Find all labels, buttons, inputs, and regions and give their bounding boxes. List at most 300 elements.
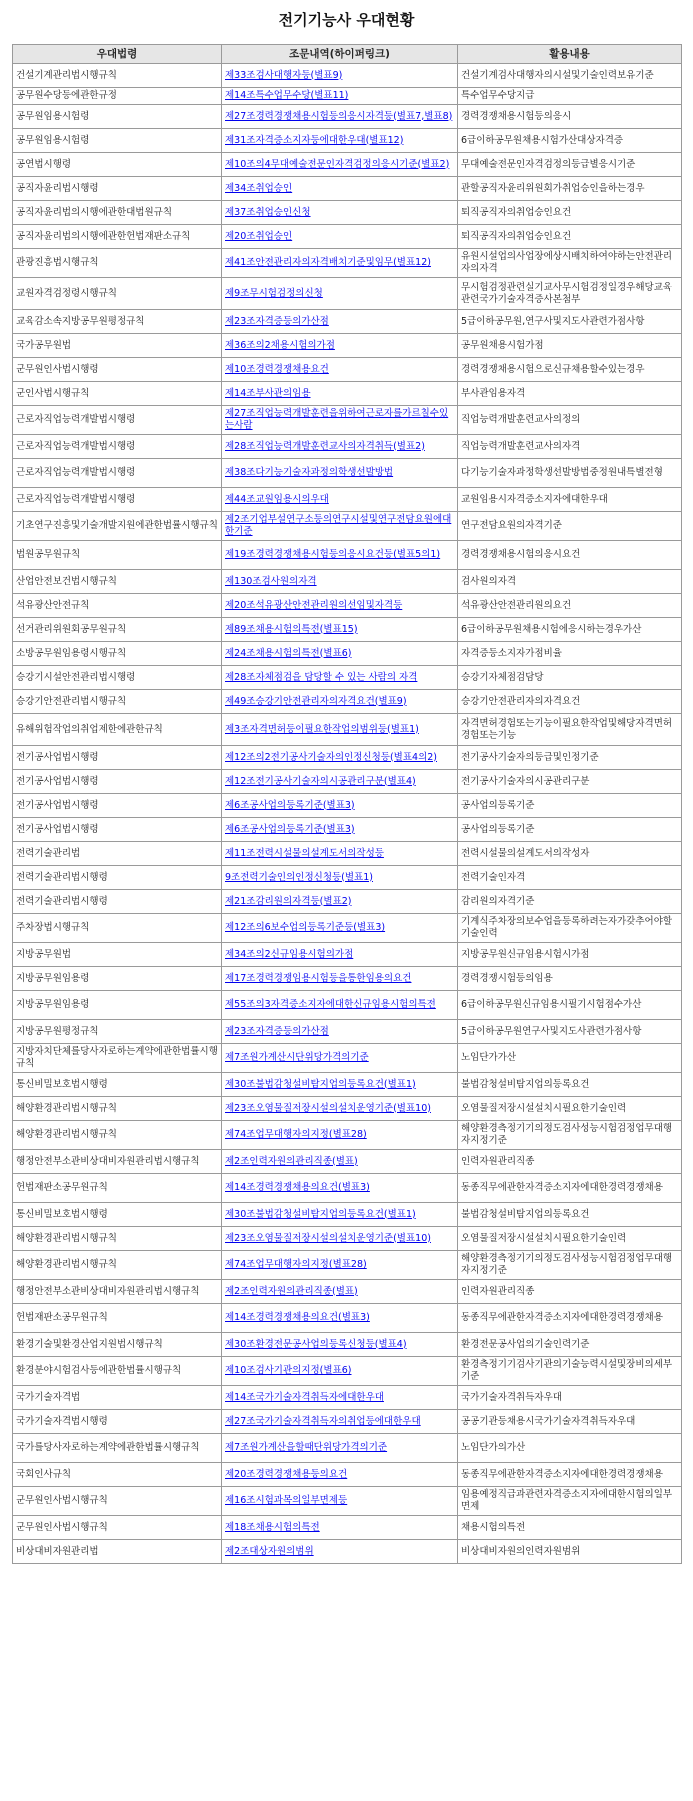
article-cell [222,129,458,153]
article-cell [222,105,458,129]
article-cell [222,1174,458,1203]
law-cell: 전기공사업법시행령 [13,818,222,842]
law-cell: 군무원인사법시행규칙 [13,1487,222,1516]
law-cell: 산업안전보건법시행규칙 [13,570,222,594]
use-cell: 환경측정기기검사기관의기술능력시설및장비의세부기준 [458,1357,682,1386]
law-cell: 근로자직업능력개발법시행령 [13,435,222,459]
use-cell: 석유광산안전관리원의요건 [458,594,682,618]
use-cell: 퇴직공직자의취업승인요건 [458,201,682,225]
use-cell: 공사업의등록기준 [458,794,682,818]
article-link[interactable]: 제31조자격증소지자등에대한우대(별표12) [225,134,404,146]
law-cell: 지방공무원임용령 [13,991,222,1020]
table-row [13,278,682,310]
law-cell: 공무원임용시험령 [13,105,222,129]
article-link[interactable]: 제18조채용시험의특전 [225,1521,320,1533]
article-link[interactable]: 제9조무시험검정의신청 [225,287,323,299]
article-link[interactable]: 제2조대상자원의범위 [225,1545,314,1557]
law-cell: 전기공사업법시행령 [13,770,222,794]
law-cell: 헌법재판소공무원규칙 [13,1304,222,1333]
article-link[interactable]: 제27조국가기술자격취득자의취업등에대한우대 [225,1415,421,1427]
article-link[interactable]: 제19조경력경쟁채용시험등의응시요건등(별표5의1) [225,549,441,560]
article-link[interactable]: 제23조자격증등의가산점 [225,1025,329,1037]
law-cell: 국가공무원법 [13,334,222,358]
use-cell: 검사원의자격 [458,570,682,594]
table-row [13,88,682,105]
table-row [13,249,682,278]
article-cell [222,334,458,358]
table-row [13,842,682,866]
use-cell: 전력시설물의설계도서의작성자 [458,842,682,866]
table-row [13,1203,682,1227]
table-row [13,382,682,406]
law-cell: 통신비밀보호법시행령 [13,1203,222,1227]
use-cell: 전기공사기술자의등급및인정기준 [458,746,682,770]
law-cell: 법원공무원규칙 [13,541,222,570]
article-cell [222,153,458,177]
table-row [13,1434,682,1463]
article-cell [222,1121,458,1150]
article-cell [222,1280,458,1304]
law-cell: 근로자직업능력개발법시행령 [13,406,222,435]
article-link[interactable]: 제20조석유광산안전관리원의선임및자격등 [225,599,403,611]
table-header-row [13,45,682,64]
article-link[interactable]: 제74조업무대행자의지정(별표28) [225,1129,367,1140]
law-cell: 해양환경관리법시행규칙 [13,1251,222,1280]
article-cell [222,770,458,794]
table-row [13,541,682,570]
article-link[interactable]: 제21조감리원의자격등(별표2) [225,895,352,907]
law-cell: 전기공사업법시행령 [13,746,222,770]
use-cell: 무대예술전문인자격검정의등급별응시기준 [458,153,682,177]
table-row [13,618,682,642]
article-cell [222,1516,458,1540]
law-cell: 공무원임용시험령 [13,129,222,153]
law-cell: 유해위험작업의취업제한에관한규칙 [13,714,222,746]
article-cell [222,1357,458,1386]
article-cell [222,866,458,890]
table-row [13,334,682,358]
article-cell [222,459,458,488]
table-row [13,991,682,1020]
article-link[interactable]: 제17조경력경쟁임용시험등을통한임용의요건 [225,972,412,984]
article-link[interactable]: 제41조안전관리자의자격배치기준및임무(별표12) [225,257,431,268]
use-cell: 오염물질저장시설설치시필요한기술인력 [458,1097,682,1121]
preference-table [12,44,682,1564]
use-cell: 자격면허경험또는기능이필요한작업및해당자격면허경험또는기능 [458,714,682,746]
article-cell [222,512,458,541]
table-row [13,1227,682,1251]
table-row [13,866,682,890]
use-cell: 비상대비자원의인력자원범위 [458,1540,682,1564]
header-use: 활용내용 [458,45,682,64]
use-cell: 경력경쟁시험등의임용 [458,967,682,991]
article-link[interactable]: 제3조자격면허등이필요한작업의범위등(별표1) [225,723,419,735]
article-link[interactable]: 제37조취업승인신청 [225,206,311,218]
use-cell: 오염물질저장시설설치시필요한기술인력 [458,1227,682,1251]
article-cell [222,406,458,435]
use-cell: 불법감청설비탐지업의등록요건 [458,1203,682,1227]
article-cell [222,943,458,967]
article-link[interactable]: 제16조시험과목의일부면제등 [225,1495,348,1506]
use-cell: 6급이하공무원채용시험에응시하는경우가산 [458,618,682,642]
table-row [13,594,682,618]
article-cell [222,1333,458,1357]
table-row [13,64,682,88]
header-article: 조문내역(하이퍼링크) [222,45,458,64]
law-cell: 공직자윤리법시행령 [13,177,222,201]
table-row [13,1333,682,1357]
law-cell: 관광진흥법시행규칙 [13,249,222,278]
article-cell [222,842,458,866]
article-link[interactable]: 제2조인력자원의관리직종(별표) [225,1285,358,1297]
article-cell [222,1304,458,1333]
article-cell [222,714,458,746]
article-cell [222,1020,458,1044]
use-cell: 인력자원관리직종 [458,1150,682,1174]
use-cell: 경력경쟁채용시험으로신규채용할수있는경우 [458,358,682,382]
article-link[interactable]: 제89조채용시험의특전(별표15) [225,623,358,635]
law-cell: 환경기술및환경산업지원법시행규칙 [13,1333,222,1357]
law-cell: 공직자윤리법의시행에관한대법원규칙 [13,201,222,225]
table-row [13,358,682,382]
use-cell: 다기능기술자과정학생선발방법중정원내특별전형 [458,459,682,488]
use-cell: 퇴직공직자의취업승인요건 [458,225,682,249]
article-link[interactable]: 제7조원가계산을할때단위당가격의기준 [225,1442,388,1453]
table-row [13,890,682,914]
law-cell: 행정안전부소관비상대비자원관리법시행규칙 [13,1280,222,1304]
article-cell [222,618,458,642]
article-link[interactable]: 제49조승강기안전관리자의자격요건(별표9) [225,695,407,707]
law-cell: 지방공무원법 [13,943,222,967]
use-cell: 직업능력개발훈련교사의자격 [458,435,682,459]
law-cell: 전력기술관리법시행령 [13,866,222,890]
article-cell [222,435,458,459]
table-row [13,746,682,770]
article-link[interactable]: 제74조업무대행자의지정(별표28) [225,1259,367,1270]
article-link[interactable]: 제44조교원임용시의우대 [225,493,329,505]
law-cell: 승강기시설안전관리법시행령 [13,666,222,690]
article-link[interactable]: 제12조의2전기공사기술자의인정신청등(별표4의2) [225,751,437,763]
article-link[interactable]: 제33조검사대행자등(별표9) [225,69,343,81]
use-cell: 해양환경측정기기의정도검사성능시험검정업무대행자지정기준 [458,1121,682,1150]
article-link[interactable]: 9조전력기술인의인정신청등(별표1) [225,871,373,883]
table-row [13,690,682,714]
page-title: 전기기능사 우대현황 [278,11,415,29]
article-cell [222,690,458,714]
article-cell [222,642,458,666]
article-cell [222,746,458,770]
law-cell: 소방공무원임용령시행규칙 [13,642,222,666]
use-cell: 연구전담요원의자격기준 [458,512,682,541]
article-cell [222,1386,458,1410]
article-link[interactable]: 제10조의4무대예술전문인자격검정의응시기준(별표2) [225,158,450,170]
use-cell: 노임단가가산 [458,1044,682,1073]
article-link[interactable]: 제7조원가계산시단위당가격의기준 [225,1052,369,1063]
law-cell: 지방공무원평정규칙 [13,1020,222,1044]
article-cell [222,1044,458,1073]
use-cell: 경력경쟁채용시험의응시요건 [458,541,682,570]
table-row [13,1073,682,1097]
article-link[interactable]: 제34조의2신규임용시험의가점 [225,948,354,960]
table-row [13,225,682,249]
table-row [13,1410,682,1434]
use-cell: 감리원의자격기준 [458,890,682,914]
table-row [13,1280,682,1304]
article-cell [222,88,458,105]
article-link[interactable]: 제28조자체점검을 담당할 수 있는 사람의 자격 [225,671,418,683]
law-cell: 환경분야시험검사등에관한법률시행규칙 [13,1357,222,1386]
article-cell [222,488,458,512]
article-cell [222,967,458,991]
table-row [13,794,682,818]
article-cell [222,1540,458,1564]
article-link[interactable]: 제12조의6보수업의등록기준등(별표3) [225,922,386,933]
law-cell: 근로자직업능력개발법시행령 [13,488,222,512]
use-cell: 직업능력개발훈련교사의정의 [458,406,682,435]
use-cell: 5급이하공무원연구사및지도사관련가점사항 [458,1020,682,1044]
use-cell: 승강기자체점검담당 [458,666,682,690]
use-cell: 전기공사기술자의시공관리구분 [458,770,682,794]
law-cell: 공직자윤리법의시행에관한헌법재판소규칙 [13,225,222,249]
table-row [13,1357,682,1386]
article-cell [222,278,458,310]
table-row [13,488,682,512]
use-cell: 채용시험의특전 [458,1516,682,1540]
table-row [13,406,682,435]
law-cell: 군인사법시행규칙 [13,382,222,406]
table-row [13,1150,682,1174]
use-cell: 부사관임용자격 [458,382,682,406]
use-cell: 전력기술인자격 [458,866,682,890]
article-link[interactable]: 제2조인력자원의관리직종(별표) [225,1155,358,1167]
article-link[interactable]: 제14조국가기술자격취득자에대한우대 [225,1391,384,1403]
table-row [13,818,682,842]
table-row [13,459,682,488]
article-cell [222,914,458,943]
article-link[interactable]: 제23조자격증등의가산점 [225,315,329,327]
article-link[interactable]: 제6조공사업의등록기준(별표3) [225,799,355,811]
table-row [13,153,682,177]
use-cell: 국가기술자격취득자우대 [458,1386,682,1410]
article-link[interactable]: 제28조직업능력개발훈련교사의자격취득(별표2) [225,440,425,452]
law-cell: 교육감소속지방공무원평정규칙 [13,310,222,334]
use-cell: 불법감청설비탐지업의등록요건 [458,1073,682,1097]
article-cell [222,594,458,618]
article-cell [222,541,458,570]
table-row [13,201,682,225]
table-row [13,1097,682,1121]
law-cell: 행정안전부소관비상대비자원관리법시행규칙 [13,1150,222,1174]
article-cell [222,177,458,201]
use-cell: 무시험검정관련실기교사무시험검정일경우해당교육관련국가기술자격증사본첨부 [458,278,682,310]
use-cell: 공사업의등록기준 [458,818,682,842]
table-row [13,570,682,594]
law-cell: 지방공무원임용령 [13,967,222,991]
table-body [13,64,682,1564]
use-cell: 승강기안전관리자의자격요건 [458,690,682,714]
law-cell: 해양환경관리법시행규칙 [13,1097,222,1121]
law-cell: 통신비밀보호법시행령 [13,1073,222,1097]
table-row [13,714,682,746]
use-cell: 공공기관등채용시국가기술자격취득자우대 [458,1410,682,1434]
use-cell: 6급이하공무원신규임용시필기시험점수가산 [458,991,682,1020]
article-cell [222,570,458,594]
article-link[interactable]: 제130조검사원의자격 [225,575,317,587]
article-link[interactable]: 제30조환경전문공사업의등록신청등(별표4) [225,1338,407,1350]
use-cell: 6급이하공무원채용시험가산대상자격증 [458,129,682,153]
use-cell: 지방공무원신규임용시험시가점 [458,943,682,967]
table-row [13,177,682,201]
law-cell: 건설기계관리법시행규칙 [13,64,222,88]
law-cell: 군무원인사법시행령 [13,358,222,382]
law-cell: 국가기술자격법시행령 [13,1410,222,1434]
law-cell: 헌법재판소공무원규칙 [13,1174,222,1203]
article-cell [222,666,458,690]
use-cell: 환경전문공사업의기술인력기준 [458,1333,682,1357]
article-link[interactable]: 제14조부사관의임용 [225,387,311,399]
article-link[interactable]: 제14조특수업무수당(별표11) [225,90,349,101]
table-row [13,666,682,690]
law-cell: 석유광산안전규칙 [13,594,222,618]
article-link[interactable]: 제10조경력경쟁채용요건 [225,363,329,375]
law-cell: 국가를당사자로하는계약에관한법률시행규칙 [13,1434,222,1463]
table-row [13,435,682,459]
law-cell: 군무원인사법시행규칙 [13,1516,222,1540]
article-link[interactable]: 제20조경력경쟁채용등의요건 [225,1468,348,1480]
law-cell: 공연법시행령 [13,153,222,177]
law-cell: 해양환경관리법시행규칙 [13,1121,222,1150]
article-link[interactable]: 제6조공사업의등록기준(별표3) [225,823,355,835]
article-link[interactable]: 제23조오염물질저장시설의설치운영기준(별표10) [225,1232,431,1244]
article-cell [222,64,458,88]
article-cell [222,310,458,334]
article-cell [222,1227,458,1251]
law-cell: 근로자직업능력개발법시행령 [13,459,222,488]
table-row [13,1304,682,1333]
use-cell: 경력경쟁채용시험등의응시 [458,105,682,129]
table-row [13,1174,682,1203]
use-cell: 동종직무에관한자격증소지자에대한경력경쟁채용 [458,1463,682,1487]
use-cell: 교원임용시자격증소지자에대한우대 [458,488,682,512]
article-link[interactable]: 제30조불법감청설비탐지업의등록요건(별표1) [225,1078,416,1090]
article-link[interactable]: 제27조경력경쟁채용시험등의응시자격등(별표7,별표8) [225,110,453,122]
article-link[interactable]: 제30조불법감청설비탐지업의등록요건(별표1) [225,1208,416,1220]
law-cell: 지방자치단체를당사자로하는계약에관한법률시행규칙 [13,1044,222,1073]
table-row [13,943,682,967]
article-link[interactable]: 제10조검사기관의지정(별표6) [225,1365,352,1376]
law-cell: 선거관리위원회공무원규칙 [13,618,222,642]
table-row [13,1020,682,1044]
law-cell: 전력기술관리법시행령 [13,890,222,914]
article-link[interactable]: 제2조기업부설연구소등의연구시설및연구전담요원에대한기준 [225,514,452,537]
use-cell: 임용예정직급과관련자격증소지자에대한시험의일부면제 [458,1487,682,1516]
table-row [13,1463,682,1487]
article-link[interactable]: 제23조오염물질저장시설의설치운영기준(별표10) [225,1102,431,1114]
use-cell: 해양환경측정기기의정도검사성능시험검정업무대행자지정기준 [458,1251,682,1280]
article-cell [222,201,458,225]
article-cell [222,1410,458,1434]
use-cell: 기계식주차장의보수업을등록하려는자가갖추어야할기술인력 [458,914,682,943]
header-law: 우대법령 [13,45,222,64]
law-cell: 전력기술관리법 [13,842,222,866]
article-link[interactable]: 제36조의2채용시험의가점 [225,339,335,351]
article-cell [222,1487,458,1516]
table-row [13,770,682,794]
use-cell: 특수업무수당지급 [458,88,682,105]
article-cell [222,358,458,382]
use-cell: 5급이하공무원,연구사및지도사관련가점사항 [458,310,682,334]
table-row [13,1251,682,1280]
article-cell [222,225,458,249]
article-cell [222,1073,458,1097]
table-row [13,512,682,541]
use-cell: 건설기계검사대행자의시설및기술인력보유기준 [458,64,682,88]
law-cell: 교원자격검정령시행규칙 [13,278,222,310]
use-cell: 동종직무에관한자격증소지자에대한경력경쟁채용 [458,1174,682,1203]
law-cell: 기초연구진흥및기술개발지원에관한법률시행규칙 [13,512,222,541]
article-link[interactable]: 제11조전력시설물의설계도서의작성등 [225,847,384,859]
law-cell: 공무원수당등에관한규정 [13,88,222,105]
table-row [13,1386,682,1410]
article-cell [222,818,458,842]
article-link[interactable]: 제55조의3자격증소지자에대한신규임용시험의특전 [225,999,436,1010]
law-cell: 국가기술자격법 [13,1386,222,1410]
table-row [13,1516,682,1540]
law-cell: 비상대비자원관리법 [13,1540,222,1564]
article-link[interactable]: 제12조전기공사기술자의시공관리구분(별표4) [225,775,416,787]
table-row [13,1487,682,1516]
law-cell: 해양환경관리법시행규칙 [13,1227,222,1251]
table-row [13,310,682,334]
law-cell: 주차장법시행규칙 [13,914,222,943]
article-link[interactable]: 제27조직업능력개발훈련을위하여근로자를가르칠수있는사람 [225,408,449,431]
article-cell [222,991,458,1020]
article-link[interactable]: 제14조경력경쟁채용의요건(별표3) [225,1312,370,1323]
table-row [13,1540,682,1564]
article-link[interactable]: 제34조취업승인 [225,182,293,194]
article-cell [222,1463,458,1487]
use-cell: 공무원채용시험가점 [458,334,682,358]
article-cell [222,1251,458,1280]
article-cell [222,1434,458,1463]
use-cell: 동종직무에관한자격증소지자에대한경력경쟁채용 [458,1304,682,1333]
article-link[interactable]: 제20조취업승인 [225,230,293,242]
article-cell [222,1097,458,1121]
use-cell: 자격증등소지자가점비율 [458,642,682,666]
article-link[interactable]: 제24조채용시험의특전(별표6) [225,647,352,659]
use-cell: 관할공직자윤리위원회가취업승인을하는경우 [458,177,682,201]
table-row [13,967,682,991]
article-cell [222,794,458,818]
article-link[interactable]: 제14조경력경쟁채용의요건(별표3) [225,1182,370,1193]
use-cell: 인력자원관리직종 [458,1280,682,1304]
article-cell [222,249,458,278]
table-row [13,105,682,129]
table-row [13,914,682,943]
table-row [13,1044,682,1073]
use-cell: 노임단가의가산 [458,1434,682,1463]
article-cell [222,890,458,914]
article-cell [222,1203,458,1227]
table-row [13,642,682,666]
article-cell [222,382,458,406]
law-cell: 승강기안전관리법시행규칙 [13,690,222,714]
article-link[interactable]: 제38조다기능기술자과정의학생선발방법 [225,467,394,478]
table-row [13,129,682,153]
law-cell: 국회인사규칙 [13,1463,222,1487]
use-cell: 유원시설업의사업장에상시배치하여야하는안전관리자의자격 [458,249,682,278]
law-cell: 전기공사업법시행령 [13,794,222,818]
